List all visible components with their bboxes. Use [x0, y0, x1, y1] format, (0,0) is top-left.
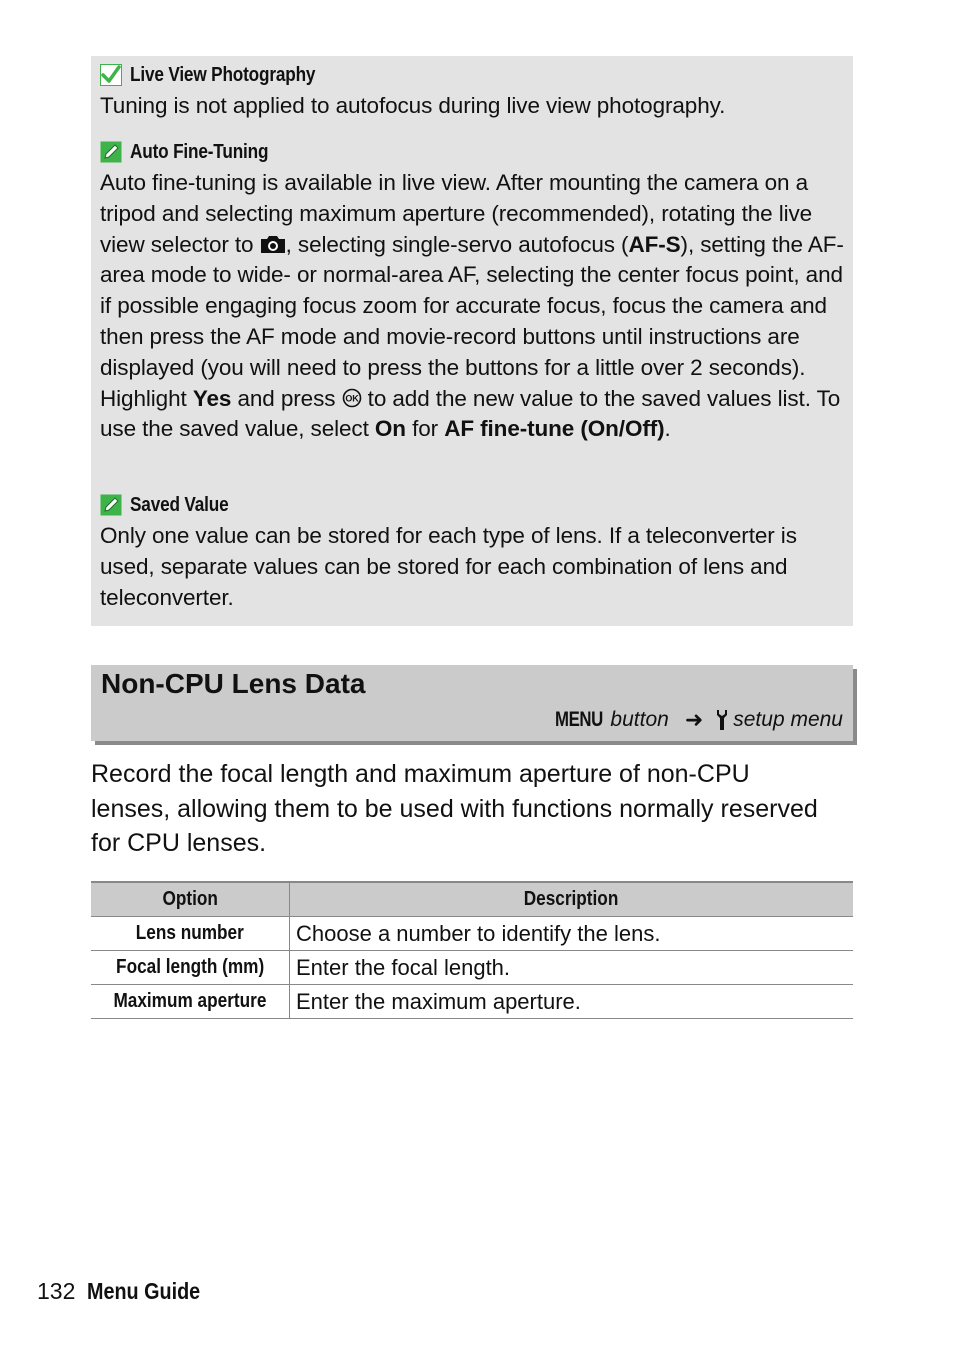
- pencil-icon: [100, 141, 122, 163]
- section-title: Non-CPU Lens Data: [101, 668, 366, 699]
- table-row: [91, 985, 853, 1019]
- options-table: [91, 881, 853, 1019]
- ok-button-icon: [342, 388, 362, 408]
- notes-box: [91, 56, 853, 626]
- footer-section-label: Menu Guide: [87, 1278, 201, 1304]
- option-cell: Focal length (mm): [91, 951, 290, 985]
- table-header-row: [91, 882, 853, 917]
- note-title: Saved Value: [130, 493, 229, 516]
- note-body: Auto fine-tuning is available in live view. After mounting the camera on a tripod and selecting maximum aperture (recommended), rotating the live view selector to , selecting single-servo autofocus (AF-S), setting the AF-area mode to wide- or normal-area AF, selecting the center focus point, and if possible engaging focus zoom for accurate focus, focus the camera and then press the AF mode and movie-record buttons until instructions are displayed (you will need to press the buttons for a little over 2 seconds). Highlight Yes and press OK to add the new value to the saved values list. To use the saved value, select On for AF fine-tune (On/Off).: [100, 170, 844, 442]
- path-button-text: button: [610, 708, 669, 731]
- arrow-icon: ➜: [684, 707, 704, 732]
- note-body: Only one value can be stored for each type of lens. If a teleconverter is used, separate values can be stored for each combination of lens and teleconverter.: [100, 523, 797, 610]
- svg-text:OK: OK: [344, 393, 359, 404]
- note-body: Tuning is not applied to autofocus during live view photography.: [100, 93, 726, 118]
- menu-path: [549, 707, 843, 733]
- table-row: [91, 951, 853, 985]
- page-number: 132: [37, 1278, 76, 1304]
- note-auto-fine-tuning: [100, 138, 845, 445]
- section-header: [91, 665, 853, 741]
- column-header: Description: [290, 882, 854, 917]
- path-menu-text: setup menu: [733, 708, 843, 731]
- description-cell: Enter the focal length.: [290, 951, 854, 985]
- column-header: Option: [91, 882, 290, 917]
- pencil-icon: [100, 494, 122, 516]
- option-cell: Maximum aperture: [91, 985, 290, 1019]
- note-title: Live View Photography: [130, 63, 316, 86]
- note-saved-value: [100, 491, 845, 613]
- table-row: [91, 917, 853, 951]
- description-cell: Choose a number to identify the lens.: [290, 917, 854, 951]
- menu-button-label: MENU: [554, 708, 603, 731]
- wrench-icon: [715, 709, 729, 731]
- note-live-view: [100, 61, 845, 122]
- camera-icon: [260, 234, 286, 254]
- note-title: Auto Fine-Tuning: [130, 140, 269, 163]
- page-footer: [37, 1278, 219, 1305]
- checkmark-icon: [100, 64, 122, 86]
- intro-paragraph: Record the focal length and maximum aperture of non-CPU lenses, allowing them to be used with functions normally reserved for CPU lenses.: [91, 760, 818, 857]
- option-cell: Lens number: [91, 917, 290, 951]
- description-cell: Enter the maximum aperture.: [290, 985, 854, 1019]
